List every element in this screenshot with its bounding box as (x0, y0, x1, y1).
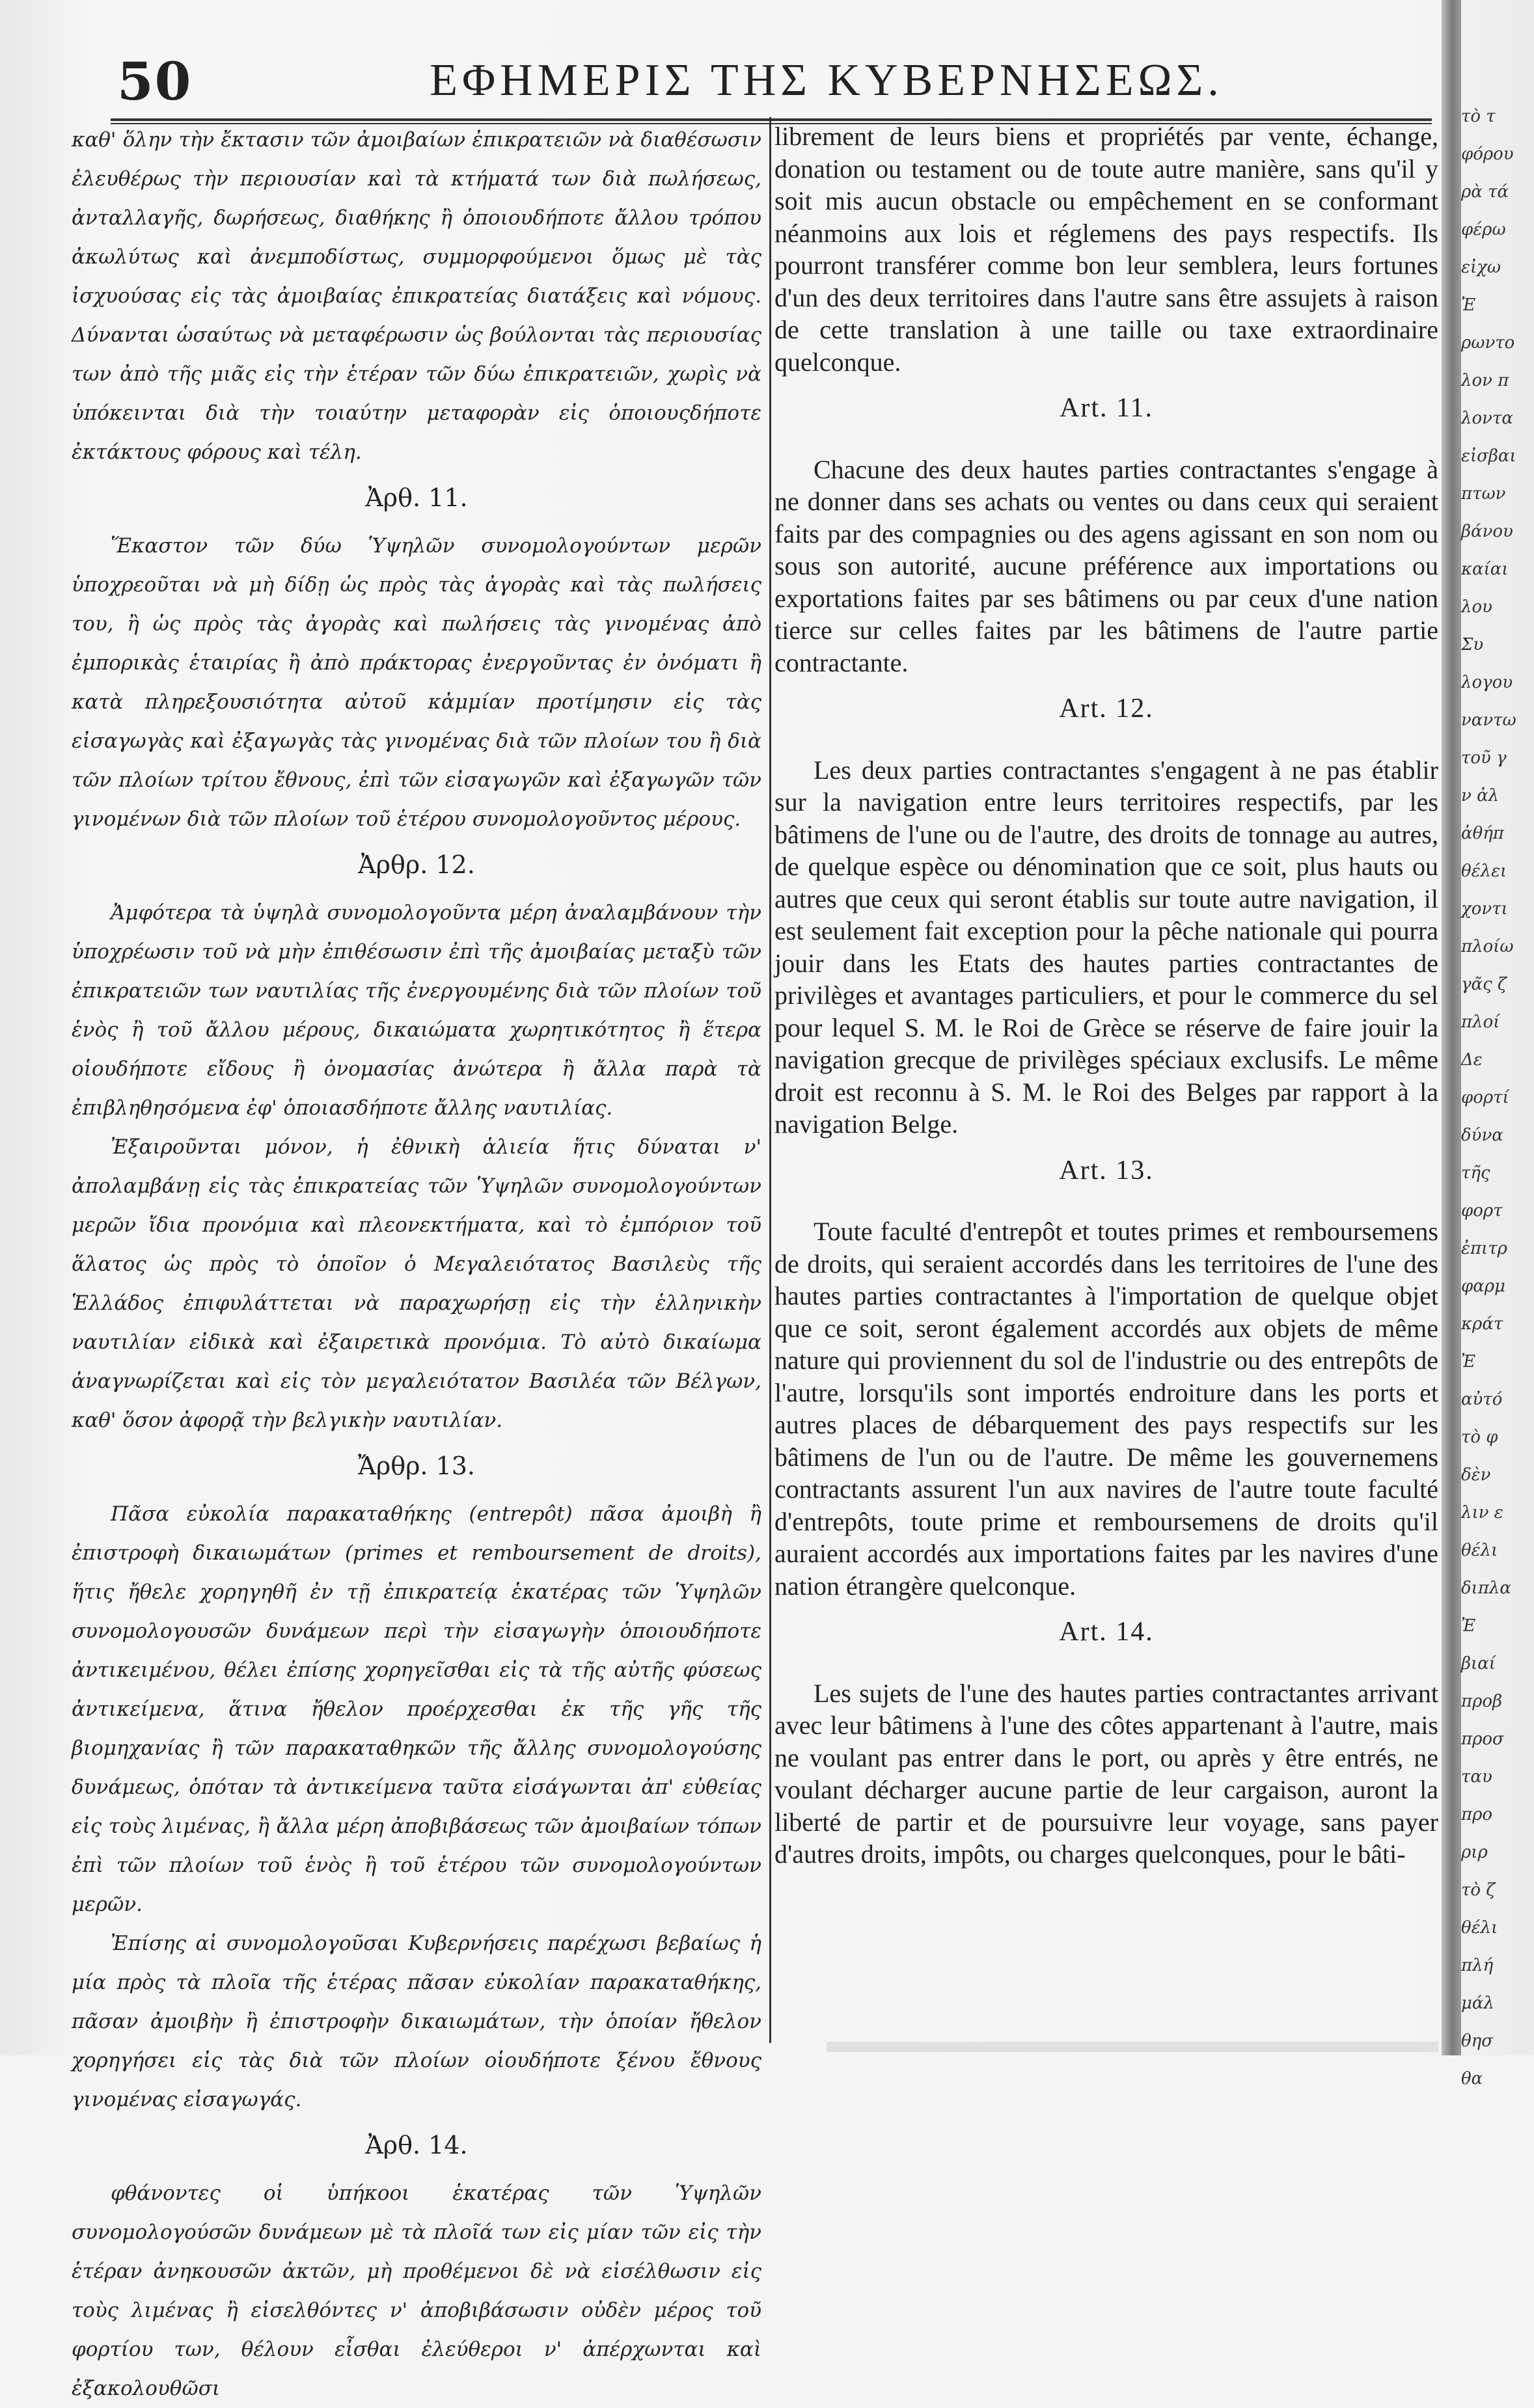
adjacent-page-fragment: Ἐ (1461, 1616, 1476, 1636)
adjacent-page-fragment: Ἐ (1461, 1352, 1476, 1372)
french-article-10-continuation: librement de leurs biens et propriétés par vente, échange, donation ou testament ou de toute autre manière, sans qu'il y soit mis aucun obstacle ou empêchement en se conformant néanmoins aux lois et réglemens des pays respectifs. Ils pourront transférer comme bon leur semblera, leurs fortunes d'un des deux territoires dans l'autre sans être assujets à raison de cette translation à une taille ou taxe extraordinaire quelconque. (774, 122, 1438, 377)
adjacent-page-edge (1461, 98, 1534, 2089)
adjacent-page-fragment: λου (1461, 597, 1492, 617)
adjacent-page-fragment: Ἐ (1461, 295, 1476, 315)
greek-column (72, 120, 761, 2400)
adjacent-page-fragment: καίαι (1461, 560, 1509, 579)
adjacent-page-fragment: τὸ ζ (1461, 1880, 1496, 1900)
adjacent-page-fragment: προ (1461, 1805, 1493, 1824)
adjacent-page-fragment: ριρ (1461, 1843, 1488, 1862)
adjacent-page-fragment: ἐπιτρ (1461, 1239, 1507, 1258)
french-article-14-heading: Art. 14. (1059, 1617, 1154, 1647)
adjacent-page-fragment: τῆς (1461, 1163, 1490, 1183)
adjacent-page-fragment: φαρμ (1461, 1277, 1505, 1296)
french-column (774, 120, 1438, 2040)
adjacent-page-fragment: θησ (1461, 2031, 1493, 2051)
greek-article-12-exceptions: Ἐξαιροῦνται μόνον, ἡ ἐθνικὴ ἁλιεία ἥτις δύναται ν' ἀπολαμβάνῃ εἰς τὰς ἐπικρατείας τῶν Ὑψηλῶν συνομολογούντων μερῶν ἴδια προνόμια καὶ πλεονεκτήματα, καὶ τὸ ἐμπόριον τοῦ ἅλατος ὡς πρὸς τὸ ὁποῖον ὁ Μεγαλειότατος Βασιλεὺς τῆς Ἑλλάδος ἐπιφυλάττεται νὰ παραχωρήσῃ εἰς τὴν ἑλληνικὴν ναυτιλίαν εἰδικὰ καὶ ἐξαιρετικὰ προνόμια. Τὸ αὐτὸ δικαίωμα ἀναγνωρίζεται καὶ εἰς τὸν μεγαλειότατον Βασιλέα τῶν Βέλγων, καθ' ὅσον ἀφορᾷ τὴν βελγικὴν ναυτιλίαν. (72, 1135, 761, 1432)
adjacent-page-fragment: ρωντο (1461, 333, 1515, 353)
greek-article-14-heading: Ἀρθ. 14. (365, 2131, 468, 2159)
adjacent-page-fragment: δὲν (1461, 1465, 1491, 1485)
greek-article-13-reciprocity: Ἐπίσης αἱ συνομολογοῦσαι Κυβερνήσεις παρέχωσι βεβαίως ἡ μία πρὸς τὰ πλοῖα τῆς ἑτέρας πᾶσαν εὐκολίαν παρακαταθήκης, πᾶσαν ἀμοιβὴν ἢ ἐπιστροφὴν δικαιωμάτων, τὴν ὁποίαν ἤθελον χορηγήσει εἰς τὰς διὰ τῶν πλοίων οἱουδήποτε ξένου ἔθνους γινομένας εἰσαγωγάς. (72, 1932, 761, 2111)
adjacent-page-fragment: λοντα (1461, 409, 1513, 428)
adjacent-page-fragment: εἰχω (1461, 258, 1501, 277)
adjacent-page-fragment: διπλα (1461, 1578, 1511, 1598)
greek-article-11-heading: Ἀρθ. 11. (365, 483, 468, 512)
adjacent-page-fragment: πτων (1461, 484, 1506, 504)
adjacent-page-fragment: φορτί (1461, 1088, 1509, 1107)
adjacent-page-fragment: ν ἀλ (1461, 786, 1500, 805)
adjacent-page-fragment: τοῦ γ (1461, 748, 1507, 768)
adjacent-page-fragment: φόρου (1461, 144, 1514, 164)
adjacent-page-fragment: τὸ φ (1461, 1427, 1498, 1447)
greek-article-12-text: Ἀμφότερα τὰ ὑψηλὰ συνομολογοῦντα μέρη ἀναλαμβάνουν τὴν ὑποχρέωσιν τοῦ νὰ μὴν ἐπιθέσωσιν ἐπὶ τῆς ἀμοιβαίας μεταξὺ τῶν ἐπικρατειῶν των ναυτιλίας τῆς ἐνεργουμένης διὰ τῶν πλοίων τοῦ ἑνὸς ἢ τοῦ ἄλλου μέρους, δικαιώματα χωρητικότητος ἢ ἕτερα οἱουδήποτε εἴδους ἢ ὀνομασίας ἀνώτερα ἢ ἄλλα παρὰ τὰ ἐπιβληθησόμενα ἐφ' ὁποιασδήποτε ἄλλης ναυτιλίας. (72, 901, 761, 1120)
adjacent-page-fragment: Συ (1461, 635, 1484, 655)
french-article-12-heading: Art. 12. (1059, 694, 1154, 724)
gazette-title: ΕΦΗΜΕΡΙΣ ΤΗΣ ΚΥΒΕΡΝΗΣΕΩΣ. (430, 55, 1224, 105)
page-header (111, 46, 1438, 117)
adjacent-page-fragment: Δε (1461, 1050, 1483, 1070)
column-divider (769, 117, 771, 2043)
french-article-11-heading: Art. 11. (1060, 393, 1153, 423)
adjacent-page-fragment: βάνου (1461, 522, 1513, 541)
bottom-page-edge (827, 2042, 1438, 2052)
adjacent-page-fragment: χοντι (1461, 899, 1508, 919)
adjacent-page-fragment: φορτ (1461, 1201, 1503, 1221)
adjacent-page-fragment: κράτ (1461, 1314, 1503, 1334)
adjacent-page-fragment: θέλει (1461, 861, 1507, 881)
adjacent-page-fragment: τὸ τ (1461, 107, 1496, 126)
adjacent-page-fragment: ταυ (1461, 1767, 1492, 1787)
adjacent-page-fragment: βιαί (1461, 1654, 1496, 1673)
adjacent-page-fragment: δύνα (1461, 1126, 1503, 1145)
adjacent-page-fragment: πλοί (1461, 1012, 1500, 1032)
greek-article-12-heading: Ἀρθρ. 12. (358, 850, 475, 879)
french-article-12-text: Les deux parties contractantes s'engagent à ne pas établir sur la navigation entre leurs territoires respectifs, par les bâtimens de l'une ou de l'autre, des droits de tonnage au autres, de quelque espèce ou dénomination que ce soit, plus hauts ou autres que ceux qui seront établis sur toute autre navigation, il est seulement fait exception pour la pêche nationale qui pourra jouir dans les Etats des hautes parties contractantes de privilèges et avantages particuliers, et pour le commerce du sel pour lequel S. M. le Roi de Grèce se réserve de faire jouir la navigation grecque de privilèges spéciaux exclusifs. Le même droit est reconnu à S. M. le Roi des Belges par rapport à la navigation Belge. (774, 755, 1438, 1139)
adjacent-page-fragment: ναντω (1461, 710, 1516, 730)
adjacent-page-fragment: εἰσβαι (1461, 446, 1516, 466)
adjacent-page-fragment: θα (1461, 2069, 1483, 2089)
adjacent-page-fragment: ρὰ τά (1461, 182, 1509, 202)
adjacent-page-fragment: προβ (1461, 1692, 1503, 1711)
book-gutter-shadow (1442, 0, 1461, 2055)
greek-article-13-heading: Ἄρθρ. 13. (357, 1452, 476, 1480)
adjacent-page-fragment: θέλι (1461, 1541, 1498, 1560)
french-article-14-text: Les sujets de l'une des hautes parties contractantes arrivant avec leur bâtimens à l'une des côtes appartenant à l'autre, mais ne voulant pas entrer dans le port, ou après y être entrés, ne voulant décharger aucune partie de leur cargaison, auront la liberté de partir et de poursuivre leur voyage, sans payer d'autres droits, impôts, ou charges quelconques, pour le bâti- (774, 1678, 1438, 1869)
greek-article-13-text: Πᾶσα εὐκολία παρακαταθήκης (entrepôt) πᾶσα ἀμοιβὴ ἢ ἐπιστροφὴ δικαιωμάτων (primes et remboursement de droits), ἥτις ἤθελε χορηγηθῆ ἐν τῇ ἐπικρατείᾳ ἑκατέρας τῶν Ὑψηλῶν συνομολογουσῶν δυνάμεων περὶ τὴν εἰσαγωγὴν ὁποιουδήποτε ἀντικειμένου, θέλει ἐπίσης χορηγεῖσθαι εἰς τὰ τῆς αὐτῆς φύσεως ἀντικείμενα, ἅτινα ἤθελον προέρχεσθαι ἐκ τῆς γῆς τῆς βιομηχανίας ἢ τῶν παρακαταθηκῶν τῆς ἄλλης συνομολογούσης δυνάμεως, ὁπόταν τὰ ἀντικείμενα ταῦτα εἰσάγωνται ἀπ' εὐθείας εἰς τοὺς λιμένας, ἢ ἄλλα μέρη ἀποβιβάσεως τῶν ἀμοιβαίων τόπων ἐπὶ τῶν πλοίων τοῦ ἑνὸς ἢ τοῦ ἑτέρου τῶν συνομολογούντων μερῶν. (72, 1502, 761, 1916)
adjacent-page-fragment: προσ (1461, 1729, 1504, 1749)
adjacent-page-fragment: λιν ε (1461, 1503, 1503, 1522)
adjacent-page-fragment: θέλι (1461, 1918, 1498, 1938)
adjacent-page-fragment: πλοίω (1461, 937, 1514, 956)
page-number: 50 (117, 51, 193, 112)
adjacent-page-fragment: μάλ (1461, 1994, 1494, 2013)
adjacent-page-fragment: λον π (1461, 371, 1509, 390)
french-article-13-heading: Art. 13. (1059, 1155, 1154, 1185)
adjacent-page-fragment: φέρω (1461, 220, 1506, 239)
adjacent-page-fragment: γᾶς ζ (1461, 975, 1507, 994)
greek-article-14-text: φθάνοντες οἱ ὑπήκοοι ἑκατέρας τῶν Ὑψηλῶν συνομολογούσῶν δυνάμεων μὲ τὰ πλοῖά των εἰς μίαν τῶν εἰς τὴν ἑτέραν ἀνηκουσῶν ἀκτῶν, μὴ προθέμενοι δὲ νὰ εἰσέλθωσιν εἰς τοὺς λιμένας ἢ εἰσελθόντες ν' ἀποβιβάσωσιν οὐδὲν μέρος τοῦ φορτίου των, θέλουν εἶσθαι ἐλεύθεροι ν' ἀπέρχωνται καὶ ἐξακολουθῶσι (72, 2182, 761, 2400)
adjacent-page-fragment: αὐτό (1461, 1390, 1503, 1409)
french-article-11-text: Chacune des deux hautes parties contractantes s'engage à ne donner dans ses achats ou ventes ou dans ceux qui seraient faits par des compagnies ou des agens agissant en son nom ou sous son autorité, aucune préférence aux importations ou exportations faites par ses bâtimens ou par ceux d'une nation tierce sur celles faites par les bâtimens de l'autre partie contractante. (774, 454, 1438, 677)
adjacent-page-fragment: λογου (1461, 673, 1513, 692)
greek-article-11-text: Ἕκαστον τῶν δύω Ὑψηλῶν συνομολογούντων μερῶν ὑποχρεοῦται νὰ μὴ δίδῃ ὡς πρὸς τὰς ἀγορὰς καὶ τὰς πωλήσεις του, ἢ ὡς πρὸς τὰς ἀγορὰς καὶ πωλήσεις τὰς γινομένας ἀπὸ ἐμπορικὰς ἑταιρίας ἢ ἀπὸ πράκτορας ἐνεργοῦντας ἐν ὀνόματι ἢ κατὰ πληρεξουσιότητα αὐτοῦ κἀμμίαν προτίμησιν εἰς τὰς εἰσαγωγὰς καὶ ἐξαγωγὰς τὰς γινομένας διὰ τῶν πλοίων του ἢ διὰ τῶν πλοίων τρίτου ἔθνους, ἐπὶ τῶν εἰσαγωγῶν καὶ ἐξαγωγῶν τῶν γινομένων διὰ τῶν πλοίων τοῦ ἑτέρου συνομολογοῦντος μέρους. (72, 534, 761, 831)
greek-article-10-continuation: καθ' ὅλην τὴν ἔκτασιν τῶν ἀμοιβαίων ἐπικρατειῶν νὰ διαθέσωσιν ἐλευθέρως τὴν περιουσίαν καὶ τὰ κτήματά των διὰ πωλήσεως, ἀνταλλαγῆς, δωρήσεως, διαθήκης ἢ ὁποιουδήποτε ἄλλου τρόπου ἀκωλύτως καὶ ἀνεμποδίστως, συμμορφούμενοι ὅμως μὲ τὰς ἰσχυούσας εἰς τὰς ἀμοιβαίας ἐπικρατείας διατάξεις καὶ νόμους. Δύνανται ὡσαύτως νὰ μεταφέρωσιν ὡς βούλονται τὰς περιουσίας των ἀπὸ τῆς μιᾶς εἰς τὴν ἑτέραν τῶν δύω ἐπικρατειῶν, χωρὶς νὰ ὑπόκεινται διὰ τὴν τοιαύτην μεταφορὰν εἰς ὁποιουςδήποτε ἐκτάκτους φόρους καὶ τέλη. (72, 128, 761, 464)
adjacent-page-fragment: ἀθήπ (1461, 824, 1504, 843)
adjacent-page-fragment: πλή (1461, 1956, 1494, 1975)
french-article-13-text: Toute faculté d'entrepôt et toutes primes et remboursemens de droits, qui seraient accordés dans les territoires de l'une des hautes parties contractantes à l'importation de quelque objet que ce soit, seront également accordés aux objets de même nature qui proviennent du sol de l'industrie ou des entrepôts de l'autre, lorsqu'ils sont importés endroiture dans les ports et autres places de débarquement des pays respectifs sur les bâtimens de l'un ou de l'autre. De même les gouvernemens contractants assurent l'un aux navires de l'autre toute faculté d'entrepôts, toute prime et remboursemens de droits qu'il auraient accordés aux importations faites par les navires d'une nation étrangère quelconque. (774, 1217, 1438, 1601)
